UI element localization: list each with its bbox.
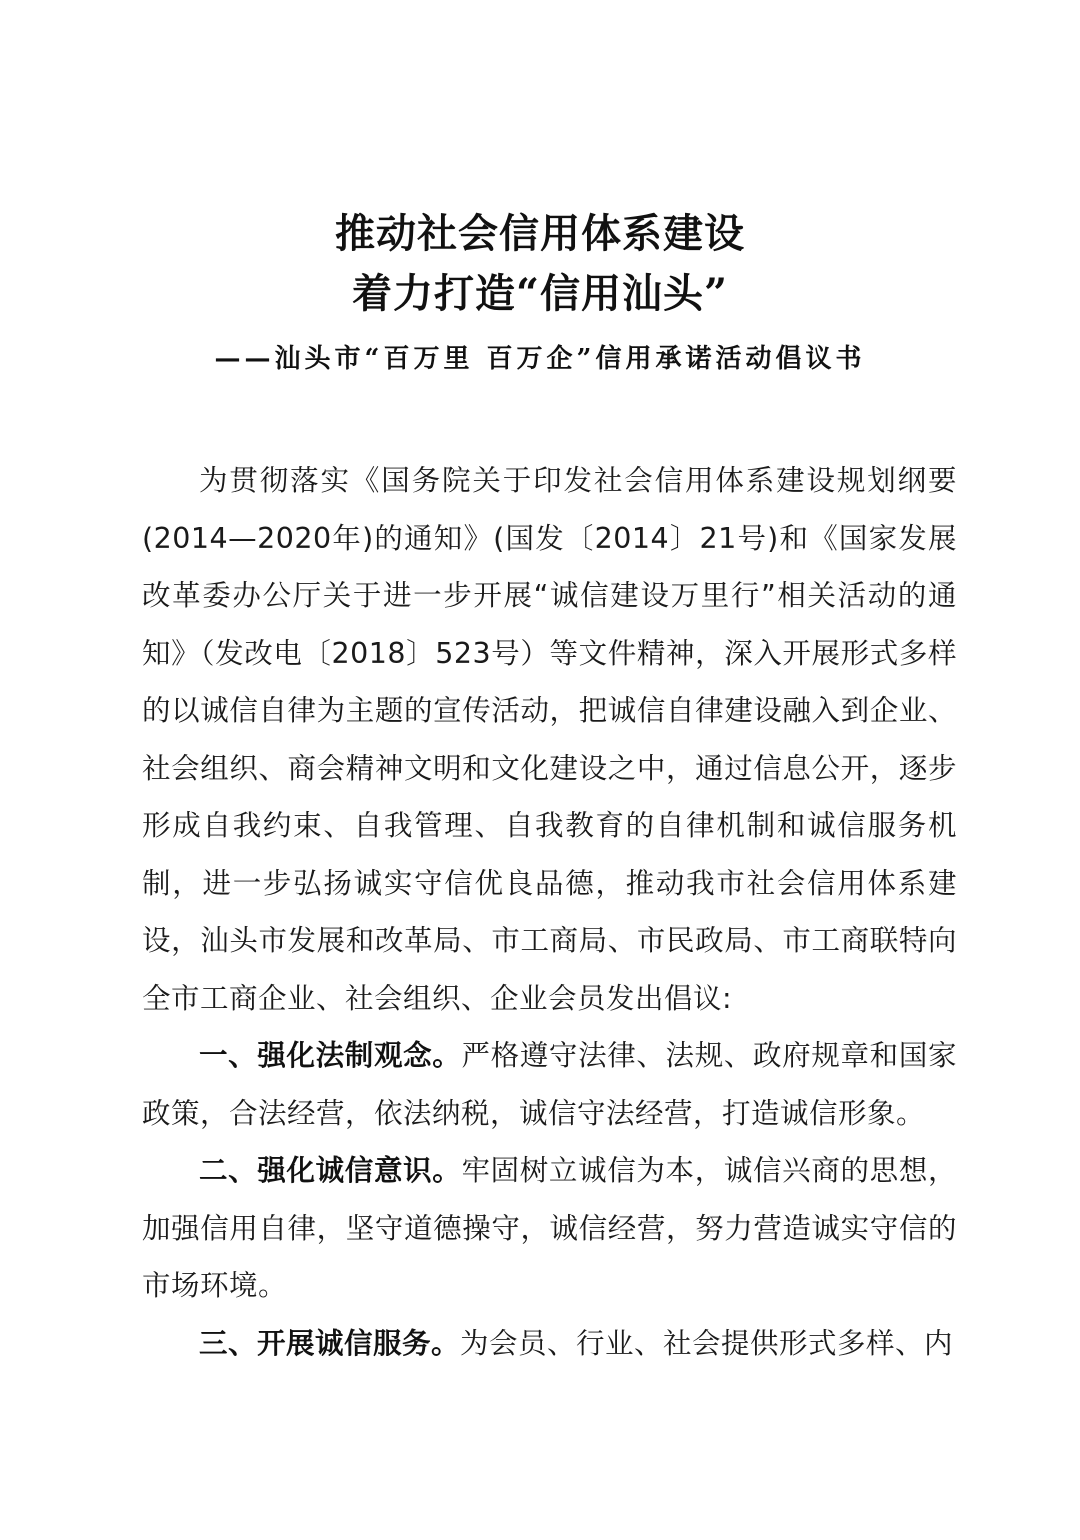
item-heading-3: 三、开展诚信服务。 — [199, 1326, 461, 1360]
document-body — [142, 452, 957, 1372]
item-text-3: 为会员、行业、社会提供形式多样、内 — [460, 1326, 954, 1360]
document-title-line-2: 着力打造“信用汕头” — [351, 270, 728, 317]
item-text-2: 牢固树立诚信为本，诚信兴商的思想，加强信用自律，坚守道德操守，诚信经营，努力营造诚实守信的市场环境。 — [142, 1154, 957, 1302]
item-paragraph-2 — [142, 1142, 957, 1315]
document-subtitle: ——汕头市“百万里 百万企”信用承诺活动倡议书 — [214, 344, 866, 374]
intro-paragraph: 为贯彻落实《国务院关于印发社会信用体系建设规划纲要(2014—2020年)的通知》(国发〔2014〕21号)和《国家发展改革委办公厅关于进一步开展“诚信建设万里行”相关活动的通知》（发改电〔2018〕523号）等文件精神，深入开展形式多样的以诚信自律为主题的宣传活动，把诚信自律建设融入到企业、社会组织、商会精神文明和文化建设之中，通过信息公开，逐步形成自我约束、自我管理、自我教育的自律机制和诚信服务机制，进一步弘扬诚实守信优良品德，推动我市社会信用体系建设，汕头市发展和改革局、市工商局、市民政局、市工商联特向全市工商企业、社会组织、企业会员发出倡议: — [142, 464, 957, 1015]
item-paragraph-3 — [142, 1315, 957, 1373]
item-heading-1: 一、强化法制观念。 — [199, 1039, 462, 1072]
item-heading-2: 二、强化诚信意识。 — [199, 1154, 462, 1187]
item-text-1: 严格遵守法律、法规、政府规章和国家政策，合法经营，依法纳税，诚信守法经营，打造诚信形象。 — [142, 1039, 957, 1130]
item-paragraph-1 — [142, 1027, 957, 1142]
document-title-line-1: 推动社会信用体系建设 — [335, 210, 745, 257]
